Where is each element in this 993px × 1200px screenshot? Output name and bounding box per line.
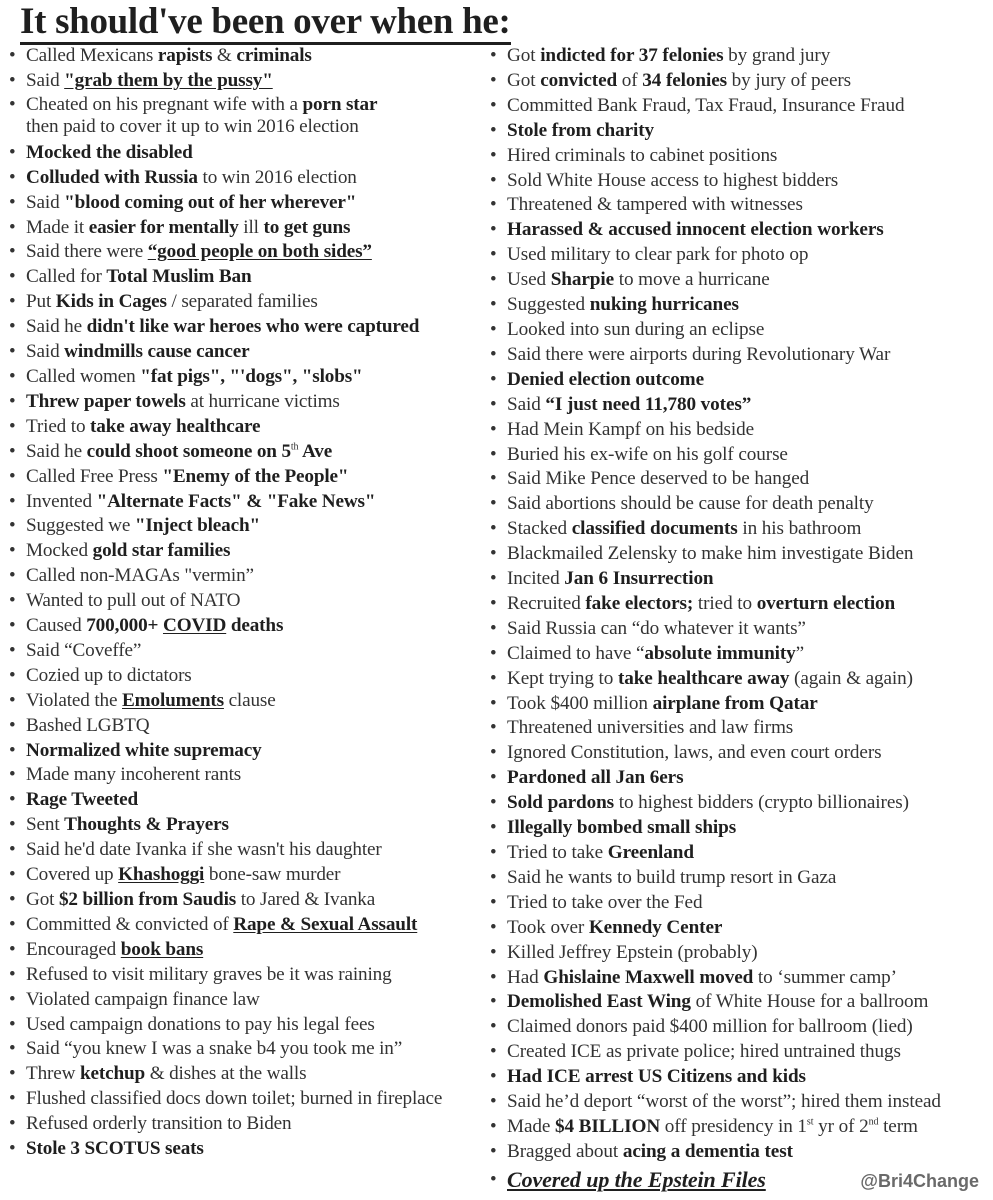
- item-text: Jan 6 Insurrection: [564, 568, 714, 590]
- list-item: [487, 766, 987, 791]
- item-text: Refused to visit military graves be it was raining: [26, 963, 392, 985]
- item-text: Greenland: [607, 842, 694, 863]
- list-item: [487, 642, 987, 667]
- list-item: [6, 365, 490, 390]
- list-item: [487, 916, 987, 941]
- list-item: [6, 639, 490, 664]
- list-item: [487, 268, 987, 293]
- list-item: [6, 390, 490, 415]
- item-text: Rage Tweeted: [26, 789, 139, 811]
- item-text: Said “you knew I was a snake b4 you took me in”: [26, 1038, 403, 1060]
- final-item-text: Covered up the Epstein Files: [507, 1166, 766, 1192]
- item-text: "Inject bleach": [134, 515, 261, 537]
- list-item: [6, 689, 490, 714]
- item-text: Cheated on his pregnant wife with a: [26, 93, 303, 115]
- item-text: Stacked: [507, 518, 572, 540]
- item-text: "fat pigs", "'dogs", "slobs": [140, 365, 363, 387]
- item-text: Called non-MAGAs "vermin”: [26, 565, 254, 587]
- item-text: convicted: [540, 69, 618, 91]
- list-item: [6, 1112, 490, 1137]
- item-text: Threatened universities and law firms: [507, 717, 794, 739]
- item-text: Sold White House access to highest bidders: [507, 169, 839, 191]
- list-item: [487, 791, 987, 816]
- item-text: “I just need 11,780 votes”: [545, 393, 752, 415]
- list-item: [487, 990, 987, 1015]
- item-text: Got: [507, 69, 541, 91]
- item-text: fake electors;: [585, 592, 694, 614]
- list-item: [487, 94, 987, 119]
- list-item: [6, 514, 490, 539]
- list-item: [6, 664, 490, 689]
- list-item: [6, 94, 490, 141]
- item-text: classified documents: [571, 518, 738, 540]
- item-text: Said he'd date Ivanka if she wasn't his daughter: [26, 839, 382, 861]
- list-item: [6, 913, 490, 938]
- item-text: ketchup: [79, 1063, 146, 1085]
- item-text: Said he wants to build trump resort in Gaza: [507, 866, 837, 888]
- item-text: Made many incoherent rants: [26, 764, 242, 786]
- item-text: Colluded with Russia: [26, 166, 198, 188]
- item-text: Bashed LGBTQ: [26, 714, 150, 736]
- item-text: gold star families: [92, 540, 231, 562]
- item-text: easier for mentally: [88, 216, 239, 238]
- list-item: [6, 240, 490, 265]
- list-item: [487, 368, 987, 393]
- list-item: [487, 418, 987, 443]
- item-text: criminals: [236, 45, 312, 66]
- item-text: Said he: [26, 316, 87, 338]
- item-text: Stole 3 SCOTUS seats: [26, 1138, 204, 1160]
- item-text: Called Free Press: [26, 465, 163, 487]
- list-item: [6, 69, 490, 94]
- item-text: by jury of peers: [726, 69, 852, 91]
- item-text: Took over: [507, 916, 589, 938]
- list-item: [487, 1115, 987, 1140]
- item-text: Mocked: [26, 540, 93, 562]
- item-text: book bans: [120, 938, 204, 960]
- item-text: nuking hurricanes: [589, 294, 739, 316]
- list-item: [6, 838, 490, 863]
- item-text: Used military to clear park for photo op: [507, 244, 809, 266]
- item-text: Said: [26, 69, 65, 91]
- item-text: st: [806, 1116, 814, 1128]
- item-text: Said: [507, 393, 546, 415]
- list-item: [6, 465, 490, 490]
- list-item: [6, 589, 490, 614]
- item-text: "blood coming out of her wherever": [64, 191, 357, 213]
- item-text: Violated campaign finance law: [26, 988, 260, 1010]
- list-item: [6, 539, 490, 564]
- item-text: nd: [868, 1116, 879, 1128]
- list-item: [487, 119, 987, 144]
- list-item: [487, 69, 987, 94]
- item-text: Recruited: [507, 592, 586, 614]
- item-text: Denied election outcome: [507, 368, 704, 390]
- item-text: Said: [26, 341, 65, 363]
- list-item: [487, 1140, 987, 1165]
- item-text: Incited: [507, 568, 565, 590]
- item-text: COVID: [162, 615, 227, 637]
- list-item: [487, 941, 987, 966]
- list-item: [6, 166, 490, 191]
- list-item: [6, 739, 490, 764]
- item-text: Normalized white supremacy: [26, 739, 262, 761]
- item-text: Khashoggi: [118, 864, 205, 886]
- item-text: in his bathroom: [737, 518, 862, 540]
- item-text: Hired criminals to cabinet positions: [507, 144, 778, 166]
- list-item: [487, 667, 987, 692]
- list-item: [6, 988, 490, 1013]
- item-text: Called Mexicans: [26, 45, 158, 66]
- list-item: [6, 1013, 490, 1038]
- item-text: Caused: [26, 615, 87, 637]
- list-item: [6, 290, 490, 315]
- list-item: [6, 763, 490, 788]
- list-item: [487, 467, 987, 492]
- list-item: [487, 866, 987, 891]
- item-text: overturn election: [756, 592, 896, 614]
- list-item: [487, 193, 987, 218]
- item-text: Flushed classified docs down toilet; burned in fireplace: [26, 1088, 443, 1110]
- list-item: [6, 315, 490, 340]
- list-item: [487, 517, 987, 542]
- item-text: to Jared & Ivanka: [236, 889, 376, 910]
- list-item: [487, 692, 987, 717]
- list-item: [487, 891, 987, 916]
- item-text: Sold pardons: [507, 792, 615, 814]
- list-item: [487, 44, 987, 69]
- list-item: [6, 863, 490, 888]
- list-item: [487, 492, 987, 517]
- list-item: [487, 542, 987, 567]
- list-item: [487, 716, 987, 741]
- item-text: Buried his ex-wife on his golf course: [507, 443, 788, 465]
- item-text: bone-saw murder: [204, 864, 341, 886]
- list-item: [487, 293, 987, 318]
- item-text: Threw: [26, 1063, 80, 1085]
- item-text: Demolished East Wing: [507, 991, 691, 1013]
- list-item: [6, 564, 490, 589]
- item-text: Threw paper towels: [26, 390, 186, 412]
- item-text: Committed & convicted of: [26, 913, 234, 935]
- item-text: “good people on both sides”: [147, 241, 372, 263]
- item-text: then paid to cover it up to win 2016 election: [26, 116, 359, 138]
- item-text: Rape & Sexual Assault: [233, 913, 418, 935]
- item-text: (again & again): [789, 667, 913, 689]
- item-text: clause: [223, 689, 276, 711]
- item-text: Thoughts & Prayers: [64, 814, 229, 836]
- item-text: Ghislaine Maxwell moved: [543, 966, 754, 988]
- item-text: ”: [795, 642, 805, 664]
- item-text: Encouraged: [26, 938, 121, 960]
- item-text: airplane from Qatar: [652, 692, 818, 714]
- item-text: Pardoned all Jan 6ers: [507, 767, 684, 789]
- item-text: Sharpie: [550, 269, 615, 291]
- item-text: to ‘summer camp’: [753, 966, 897, 988]
- list-item: [6, 340, 490, 365]
- item-text: Got: [26, 889, 59, 910]
- item-text: $2 billion from Saudis: [58, 889, 237, 910]
- list-item: [6, 714, 490, 739]
- list-item: [6, 1137, 490, 1162]
- item-text: Bragged about: [507, 1140, 623, 1162]
- list-item: [487, 318, 987, 343]
- item-text: "grab them by the pussy": [64, 69, 273, 91]
- item-text: Created ICE as private police; hired untrained thugs: [507, 1041, 901, 1063]
- list-item: [487, 218, 987, 243]
- item-text: to get guns: [263, 216, 351, 238]
- item-text: Said Russia can “do whatever it wants”: [507, 617, 806, 639]
- list-item: [6, 888, 490, 913]
- list-item: [487, 741, 987, 766]
- item-text: didn't like war heroes who were captured: [86, 316, 420, 338]
- item-text: could shoot someone on 5: [86, 440, 291, 462]
- list-item: [487, 1040, 987, 1065]
- item-text: Used campaign donations to pay his legal fees: [26, 1013, 375, 1035]
- list-item: [6, 44, 490, 69]
- item-text: Had ICE arrest US Citizens and kids: [507, 1066, 806, 1088]
- item-text: Emoluments: [122, 689, 224, 711]
- list-item: [487, 966, 987, 991]
- item-text: off presidency in 1: [660, 1115, 807, 1137]
- list-item: [6, 265, 490, 290]
- item-text: Committed Bank Fraud, Tax Fraud, Insurance Fraud: [507, 94, 905, 116]
- item-text: Tried to take over the Fed: [507, 891, 703, 913]
- item-text: "Enemy of the People": [162, 465, 349, 487]
- item-text: 34 felonies: [642, 69, 727, 91]
- list-item: [487, 243, 987, 268]
- item-text: 700,000+: [86, 615, 163, 637]
- item-text: Claimed to have “: [507, 642, 645, 664]
- item-text: Kids in Cages: [55, 291, 167, 313]
- list-item: [487, 841, 987, 866]
- item-text: indicted for 37 felonies: [540, 45, 724, 66]
- item-text: &: [212, 45, 237, 66]
- item-text: Illegally bombed small ships: [507, 817, 737, 839]
- item-text: take away healthcare: [90, 415, 261, 437]
- item-text: porn star: [302, 93, 378, 115]
- item-text: Said there were: [26, 241, 148, 263]
- list-item: [487, 443, 987, 468]
- list-item: [487, 1015, 987, 1040]
- item-text: yr of 2: [813, 1115, 869, 1137]
- item-text: Got: [507, 45, 541, 66]
- item-text: Kennedy Center: [588, 916, 723, 938]
- list-item: [6, 490, 490, 515]
- item-text: at hurricane victims: [185, 390, 340, 412]
- list-item: [6, 938, 490, 963]
- item-text: windmills cause cancer: [64, 341, 250, 363]
- item-text: Said: [26, 191, 65, 213]
- item-text: Wanted to pull out of NATO: [26, 590, 241, 612]
- list-item: [487, 816, 987, 841]
- item-text: Said he’d deport “worst of the worst”; hired them instead: [507, 1091, 941, 1113]
- item-text: of White House for a ballroom: [690, 991, 929, 1013]
- list-item: [487, 1090, 987, 1115]
- item-text: Looked into sun during an eclipse: [507, 318, 765, 340]
- item-text: ill: [238, 216, 264, 238]
- item-text: Said there were airports during Revolutionary War: [507, 343, 891, 365]
- list-item: [6, 141, 490, 166]
- item-text: & dishes at the walls: [145, 1063, 307, 1085]
- item-text: Threatened & tampered with witnesses: [507, 194, 803, 216]
- item-text: Made it: [26, 216, 89, 238]
- item-text: Put: [26, 291, 56, 313]
- list-item: [6, 216, 490, 241]
- item-text: Suggested: [507, 294, 590, 316]
- item-text: Had: [507, 966, 544, 988]
- item-text: take healthcare away: [617, 667, 790, 689]
- item-text: Stole from charity: [507, 119, 655, 141]
- author-handle: @Bri4Change: [860, 1171, 979, 1191]
- item-text: absolute immunity: [644, 642, 796, 664]
- item-text: Had Mein Kampf on his bedside: [507, 418, 755, 440]
- item-text: Total Muslim Ban: [106, 266, 252, 288]
- list-item: [487, 1065, 987, 1090]
- item-text: Blackmailed Zelensky to make him investigate Biden: [507, 543, 914, 565]
- list-item: [6, 191, 490, 216]
- list-item: [487, 592, 987, 617]
- item-text: of: [617, 69, 643, 91]
- item-text: Suggested we: [26, 515, 135, 537]
- item-text: "Alternate Facts" & "Fake News": [96, 490, 376, 512]
- item-text: Took $400 million: [507, 692, 653, 714]
- item-text: Said Mike Pence deserved to be hanged: [507, 468, 810, 490]
- item-text: Claimed donors paid $400 million for ballroom (lied): [507, 1016, 913, 1038]
- list-item: [6, 415, 490, 440]
- list-item: [6, 813, 490, 838]
- item-text: $4 BILLION: [554, 1115, 661, 1137]
- item-text: tried to: [693, 592, 757, 614]
- item-text: by grand jury: [723, 45, 831, 66]
- item-text: Tried to take: [507, 842, 608, 863]
- item-text: Said he: [26, 440, 87, 462]
- list-item: [487, 567, 987, 592]
- item-text: to move a hurricane: [614, 269, 770, 291]
- item-text: rapists: [157, 45, 213, 66]
- item-text: Said abortions should be cause for death penalty: [507, 493, 874, 515]
- item-text: to highest bidders (crypto billionaires): [614, 792, 909, 814]
- list-item: [487, 144, 987, 169]
- item-text: th: [290, 441, 299, 453]
- item-text: Covered up: [26, 864, 119, 886]
- list-item: [6, 1062, 490, 1087]
- item-text: term: [878, 1115, 918, 1137]
- item-text: Kept trying to: [507, 667, 618, 689]
- item-text: deaths: [226, 615, 284, 637]
- item-text: Harassed & accused innocent election workers: [507, 219, 884, 241]
- list-item: [487, 169, 987, 194]
- page-title: It should've been over when he:: [20, 2, 511, 45]
- item-text: / separated families: [166, 291, 318, 313]
- left-column-list: [6, 44, 490, 1162]
- item-text: Invented: [26, 490, 97, 512]
- item-text: acing a dementia test: [622, 1140, 793, 1162]
- list-item: [6, 1087, 490, 1112]
- right-column-list: [487, 44, 987, 1195]
- list-item: [487, 617, 987, 642]
- item-text: Said “Coveffe”: [26, 639, 142, 661]
- item-text: Ignored Constitution, laws, and even court orders: [507, 742, 882, 764]
- list-item: [6, 614, 490, 639]
- item-text: Violated the: [26, 689, 123, 711]
- item-text: to win 2016 election: [197, 166, 357, 188]
- list-item: [6, 963, 490, 988]
- list-item: [6, 788, 490, 813]
- item-text: Called for: [26, 266, 107, 288]
- item-text: Mocked the disabled: [26, 141, 193, 163]
- item-text: Made: [507, 1115, 555, 1137]
- item-text: Called women: [26, 365, 141, 387]
- item-text: Tried to: [26, 415, 91, 437]
- item-text: Killed Jeffrey Epstein (probably): [507, 941, 758, 963]
- list-item: [487, 343, 987, 368]
- item-text: Used: [507, 269, 551, 291]
- list-item: [6, 1037, 490, 1062]
- item-text: Refused orderly transition to Biden: [26, 1113, 292, 1135]
- list-item: [6, 440, 490, 465]
- list-item: [487, 393, 987, 418]
- item-text: Cozied up to dictators: [26, 664, 192, 686]
- item-text: Sent: [26, 814, 65, 836]
- item-text: Ave: [298, 440, 333, 462]
